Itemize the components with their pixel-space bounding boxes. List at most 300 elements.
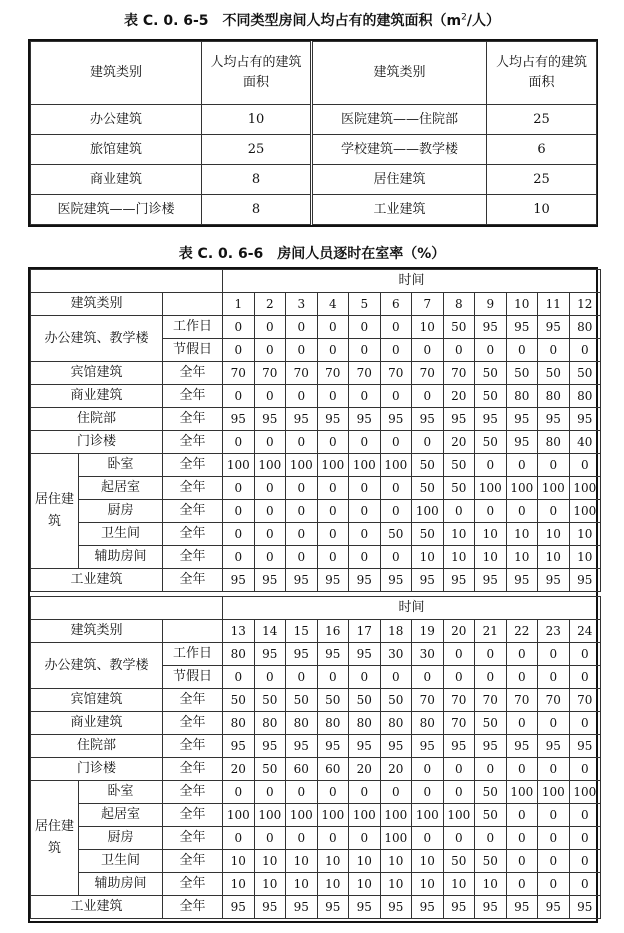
value-cell: 0 — [317, 477, 349, 500]
value-cell: 0 — [254, 500, 286, 523]
value-cell: 95 — [538, 408, 570, 431]
value-cell: 10 — [349, 873, 381, 896]
value-cell: 0 — [223, 477, 255, 500]
value-cell: 100 — [380, 827, 412, 850]
value-cell: 0 — [317, 827, 349, 850]
subcategory-cell: 卫生间 — [79, 850, 163, 873]
value-cell: 95 — [538, 735, 570, 758]
table1-row — [31, 165, 597, 195]
value-cell: 0 — [317, 500, 349, 523]
value-cell: 95 — [317, 643, 349, 666]
value-cell: 0 — [286, 477, 318, 500]
value-cell: 95 — [223, 735, 255, 758]
value-cell: 0 — [380, 781, 412, 804]
value-cell: 0 — [286, 500, 318, 523]
table1-cell: 商业建筑 — [31, 165, 202, 195]
data-row — [31, 873, 601, 896]
value-cell: 0 — [475, 666, 507, 689]
value-cell: 10 — [223, 850, 255, 873]
value-cell: 70 — [506, 689, 538, 712]
value-cell: 95 — [475, 896, 507, 919]
value-cell: 70 — [443, 712, 475, 735]
data-row — [31, 523, 601, 546]
value-cell: 95 — [254, 896, 286, 919]
table1-header-row — [31, 42, 597, 105]
hours-row — [31, 293, 601, 316]
value-cell: 0 — [254, 316, 286, 339]
value-cell: 0 — [443, 339, 475, 362]
value-cell: 10 — [538, 523, 570, 546]
table1-cell: 办公建筑 — [31, 105, 202, 135]
category-cell: 商业建筑 — [31, 385, 163, 408]
hour-cell: 6 — [380, 293, 412, 316]
value-cell: 10 — [349, 850, 381, 873]
value-cell: 0 — [538, 873, 570, 896]
value-cell: 80 — [412, 712, 444, 735]
value-cell: 0 — [506, 827, 538, 850]
value-cell: 0 — [380, 477, 412, 500]
value-cell: 95 — [286, 896, 318, 919]
value-cell: 10 — [412, 546, 444, 569]
value-cell: 0 — [569, 712, 601, 735]
hour-cell: 1 — [223, 293, 255, 316]
value-cell: 95 — [254, 735, 286, 758]
table1-cell: 25 — [487, 165, 597, 195]
value-cell: 95 — [506, 431, 538, 454]
value-cell: 95 — [317, 569, 349, 592]
value-cell: 95 — [317, 896, 349, 919]
value-cell: 10 — [569, 546, 601, 569]
area-table — [28, 39, 598, 227]
value-cell: 0 — [286, 523, 318, 546]
value-cell: 0 — [506, 712, 538, 735]
value-cell: 95 — [475, 569, 507, 592]
category-cell: 门诊楼 — [31, 431, 163, 454]
time-label: 时间 — [223, 597, 601, 620]
value-cell: 95 — [538, 896, 570, 919]
table1-cell: 6 — [487, 135, 597, 165]
value-cell: 50 — [475, 431, 507, 454]
table1-header-category: 建筑类别 — [312, 42, 487, 105]
table1-title-tail: /人） — [466, 13, 500, 29]
value-cell: 95 — [380, 735, 412, 758]
value-cell: 95 — [475, 316, 507, 339]
value-cell: 0 — [380, 546, 412, 569]
value-cell: 100 — [254, 804, 286, 827]
value-cell: 0 — [443, 781, 475, 804]
table1-header-area: 人均占有的建筑面积 — [202, 42, 312, 105]
value-cell: 0 — [317, 546, 349, 569]
table1-title-text: 表 C. 0. 6-5 不同类型房间人均占有的建筑面积（m — [123, 13, 462, 29]
value-cell: 95 — [506, 569, 538, 592]
table1-cell: 25 — [487, 105, 597, 135]
value-cell: 20 — [443, 385, 475, 408]
value-cell: 10 — [317, 850, 349, 873]
period-cell: 全年 — [163, 477, 223, 500]
value-cell: 0 — [286, 546, 318, 569]
value-cell: 0 — [223, 431, 255, 454]
value-cell: 0 — [223, 500, 255, 523]
value-cell: 50 — [475, 850, 507, 873]
value-cell: 20 — [349, 758, 381, 781]
hour-cell: 24 — [569, 620, 601, 643]
period-cell: 全年 — [163, 873, 223, 896]
value-cell: 80 — [223, 712, 255, 735]
value-cell: 100 — [506, 781, 538, 804]
category-cell: 工业建筑 — [31, 896, 163, 919]
value-cell: 0 — [569, 850, 601, 873]
value-cell: 0 — [475, 758, 507, 781]
hour-cell: 9 — [475, 293, 507, 316]
value-cell: 80 — [254, 712, 286, 735]
value-cell: 0 — [349, 477, 381, 500]
data-row — [31, 408, 601, 431]
value-cell: 0 — [506, 666, 538, 689]
value-cell: 0 — [254, 546, 286, 569]
value-cell: 0 — [506, 339, 538, 362]
value-cell: 100 — [254, 454, 286, 477]
data-row — [31, 454, 601, 477]
value-cell: 10 — [443, 873, 475, 896]
value-cell: 0 — [475, 827, 507, 850]
table1-row — [31, 105, 597, 135]
residential-label: 居住建筑 — [31, 454, 79, 569]
value-cell: 0 — [286, 666, 318, 689]
value-cell: 0 — [443, 643, 475, 666]
value-cell: 100 — [349, 804, 381, 827]
value-cell: 0 — [538, 827, 570, 850]
value-cell: 40 — [569, 431, 601, 454]
value-cell: 0 — [412, 385, 444, 408]
value-cell: 95 — [349, 896, 381, 919]
value-cell: 0 — [317, 431, 349, 454]
period-cell: 全年 — [163, 546, 223, 569]
period-cell: 全年 — [163, 689, 223, 712]
category-cell: 门诊楼 — [31, 758, 163, 781]
value-cell: 0 — [569, 666, 601, 689]
value-cell: 0 — [349, 666, 381, 689]
table1-cell: 8 — [202, 165, 312, 195]
value-cell: 0 — [538, 850, 570, 873]
subcategory-cell: 卧室 — [79, 781, 163, 804]
value-cell: 20 — [223, 758, 255, 781]
value-cell: 0 — [349, 500, 381, 523]
value-cell: 50 — [538, 362, 570, 385]
value-cell: 0 — [317, 339, 349, 362]
value-cell: 50 — [412, 477, 444, 500]
data-row — [31, 735, 601, 758]
value-cell: 0 — [412, 758, 444, 781]
value-cell: 80 — [317, 712, 349, 735]
value-cell: 0 — [380, 431, 412, 454]
value-cell: 0 — [443, 758, 475, 781]
value-cell: 80 — [286, 712, 318, 735]
value-cell: 0 — [286, 316, 318, 339]
data-row — [31, 362, 601, 385]
value-cell: 0 — [317, 781, 349, 804]
value-cell: 10 — [506, 546, 538, 569]
value-cell: 80 — [538, 431, 570, 454]
value-cell: 10 — [223, 873, 255, 896]
value-cell: 95 — [443, 569, 475, 592]
value-cell: 0 — [569, 643, 601, 666]
hour-cell: 21 — [475, 620, 507, 643]
hour-cell: 5 — [349, 293, 381, 316]
value-cell: 30 — [412, 643, 444, 666]
hour-cell: 3 — [286, 293, 318, 316]
period-cell: 全年 — [163, 850, 223, 873]
value-cell: 10 — [254, 850, 286, 873]
value-cell: 20 — [443, 431, 475, 454]
value-cell: 50 — [475, 781, 507, 804]
value-cell: 0 — [286, 431, 318, 454]
value-cell: 0 — [412, 666, 444, 689]
value-cell: 0 — [254, 431, 286, 454]
value-cell: 95 — [538, 569, 570, 592]
value-cell: 0 — [223, 523, 255, 546]
value-cell: 95 — [569, 735, 601, 758]
blank-cell — [163, 293, 223, 316]
table1-cell: 8 — [202, 195, 312, 225]
value-cell: 0 — [475, 643, 507, 666]
table1-cell: 工业建筑 — [312, 195, 487, 225]
value-cell: 100 — [569, 781, 601, 804]
value-cell: 0 — [286, 385, 318, 408]
value-cell: 50 — [475, 712, 507, 735]
value-cell: 80 — [380, 712, 412, 735]
data-row — [31, 781, 601, 804]
value-cell: 95 — [286, 735, 318, 758]
value-cell: 0 — [569, 758, 601, 781]
data-row — [31, 546, 601, 569]
value-cell: 10 — [412, 850, 444, 873]
value-cell: 0 — [412, 431, 444, 454]
value-cell: 70 — [223, 362, 255, 385]
table1-cell: 学校建筑——教学楼 — [312, 135, 487, 165]
value-cell: 50 — [443, 850, 475, 873]
value-cell: 0 — [569, 804, 601, 827]
data-row — [31, 827, 601, 850]
value-cell: 0 — [349, 523, 381, 546]
value-cell: 60 — [286, 758, 318, 781]
value-cell: 0 — [538, 339, 570, 362]
value-cell: 100 — [223, 804, 255, 827]
value-cell: 0 — [254, 477, 286, 500]
value-cell: 95 — [380, 569, 412, 592]
value-cell: 0 — [254, 666, 286, 689]
value-cell: 95 — [380, 408, 412, 431]
table1-cell: 医院建筑——门诊楼 — [31, 195, 202, 225]
hour-cell: 8 — [443, 293, 475, 316]
period-cell: 节假日 — [163, 339, 223, 362]
value-cell: 0 — [349, 546, 381, 569]
value-cell: 0 — [506, 850, 538, 873]
data-row — [31, 385, 601, 408]
value-cell: 95 — [506, 316, 538, 339]
value-cell: 95 — [286, 643, 318, 666]
period-cell: 全年 — [163, 896, 223, 919]
value-cell: 0 — [317, 523, 349, 546]
value-cell: 60 — [317, 758, 349, 781]
blank-header-cell — [31, 597, 223, 620]
value-cell: 0 — [569, 827, 601, 850]
value-cell: 0 — [286, 781, 318, 804]
value-cell: 0 — [349, 339, 381, 362]
value-cell: 0 — [569, 454, 601, 477]
hour-cell: 7 — [412, 293, 444, 316]
data-row — [31, 850, 601, 873]
value-cell: 0 — [223, 385, 255, 408]
table1-cell: 居住建筑 — [312, 165, 487, 195]
value-cell: 50 — [254, 689, 286, 712]
value-cell: 50 — [569, 362, 601, 385]
value-cell: 95 — [223, 408, 255, 431]
value-cell: 95 — [443, 408, 475, 431]
hour-cell: 15 — [286, 620, 318, 643]
value-cell: 95 — [254, 408, 286, 431]
subcategory-cell: 卧室 — [79, 454, 163, 477]
data-row — [31, 477, 601, 500]
hour-cell: 18 — [380, 620, 412, 643]
value-cell: 80 — [569, 316, 601, 339]
value-cell: 50 — [223, 689, 255, 712]
value-cell: 0 — [380, 500, 412, 523]
table1-cell: 医院建筑——住院部 — [312, 105, 487, 135]
hour-cell: 19 — [412, 620, 444, 643]
value-cell: 70 — [254, 362, 286, 385]
value-cell: 50 — [475, 362, 507, 385]
value-cell: 50 — [443, 477, 475, 500]
value-cell: 95 — [475, 735, 507, 758]
table1-cell: 10 — [202, 105, 312, 135]
value-cell: 50 — [443, 454, 475, 477]
value-cell: 80 — [569, 385, 601, 408]
value-cell: 100 — [380, 804, 412, 827]
value-cell: 10 — [538, 546, 570, 569]
blank-header-cell — [31, 270, 223, 293]
value-cell: 10 — [443, 523, 475, 546]
category-header: 建筑类别 — [31, 620, 163, 643]
value-cell: 0 — [223, 666, 255, 689]
category-cell: 住院部 — [31, 735, 163, 758]
value-cell: 0 — [317, 666, 349, 689]
value-cell: 10 — [380, 850, 412, 873]
period-cell: 全年 — [163, 454, 223, 477]
value-cell: 70 — [475, 689, 507, 712]
data-row — [31, 689, 601, 712]
value-cell: 100 — [412, 500, 444, 523]
value-cell: 0 — [506, 454, 538, 477]
table1-title — [0, 10, 624, 30]
value-cell: 100 — [317, 804, 349, 827]
table1-row — [31, 135, 597, 165]
hour-cell: 4 — [317, 293, 349, 316]
value-cell: 100 — [286, 804, 318, 827]
value-cell: 100 — [506, 477, 538, 500]
data-row — [31, 569, 601, 592]
value-cell: 0 — [254, 827, 286, 850]
value-cell: 0 — [506, 643, 538, 666]
blank-cell — [163, 620, 223, 643]
value-cell: 0 — [223, 339, 255, 362]
value-cell: 0 — [475, 454, 507, 477]
value-cell: 0 — [223, 546, 255, 569]
value-cell: 95 — [349, 643, 381, 666]
value-cell: 100 — [569, 500, 601, 523]
value-cell: 80 — [506, 385, 538, 408]
value-cell: 0 — [223, 781, 255, 804]
period-cell: 全年 — [163, 569, 223, 592]
value-cell: 100 — [286, 454, 318, 477]
value-cell: 95 — [286, 569, 318, 592]
value-cell: 100 — [443, 804, 475, 827]
value-cell: 50 — [380, 523, 412, 546]
period-cell: 全年 — [163, 523, 223, 546]
period-cell: 工作日 — [163, 316, 223, 339]
value-cell: 100 — [475, 477, 507, 500]
value-cell: 0 — [317, 316, 349, 339]
value-cell: 10 — [286, 873, 318, 896]
value-cell: 0 — [538, 666, 570, 689]
value-cell: 100 — [223, 454, 255, 477]
value-cell: 95 — [223, 569, 255, 592]
subcategory-cell: 厨房 — [79, 827, 163, 850]
subcategory-cell: 厨房 — [79, 500, 163, 523]
period-cell: 节假日 — [163, 666, 223, 689]
value-cell: 80 — [223, 643, 255, 666]
period-cell: 全年 — [163, 362, 223, 385]
value-cell: 0 — [223, 316, 255, 339]
value-cell: 95 — [475, 408, 507, 431]
table1-header-category: 建筑类别 — [31, 42, 202, 105]
value-cell: 0 — [538, 500, 570, 523]
value-cell: 0 — [286, 339, 318, 362]
value-cell: 95 — [412, 569, 444, 592]
hour-cell: 23 — [538, 620, 570, 643]
period-cell: 全年 — [163, 408, 223, 431]
value-cell: 100 — [317, 454, 349, 477]
value-cell: 0 — [538, 712, 570, 735]
category-cell: 办公建筑、教学楼 — [31, 643, 163, 689]
hour-cell: 14 — [254, 620, 286, 643]
data-row — [31, 896, 601, 919]
value-cell: 10 — [475, 873, 507, 896]
value-cell: 0 — [380, 666, 412, 689]
value-cell: 100 — [349, 454, 381, 477]
value-cell: 0 — [254, 523, 286, 546]
value-cell: 80 — [538, 385, 570, 408]
value-cell: 0 — [349, 781, 381, 804]
period-cell: 工作日 — [163, 643, 223, 666]
value-cell: 30 — [380, 643, 412, 666]
value-cell: 0 — [538, 804, 570, 827]
period-cell: 全年 — [163, 431, 223, 454]
value-cell: 0 — [443, 666, 475, 689]
value-cell: 10 — [506, 523, 538, 546]
value-cell: 70 — [349, 362, 381, 385]
value-cell: 0 — [538, 454, 570, 477]
value-cell: 0 — [349, 316, 381, 339]
value-cell: 50 — [443, 316, 475, 339]
value-cell: 95 — [349, 569, 381, 592]
value-cell: 100 — [412, 804, 444, 827]
value-cell: 50 — [286, 689, 318, 712]
hour-cell: 13 — [223, 620, 255, 643]
data-row — [31, 500, 601, 523]
value-cell: 0 — [412, 339, 444, 362]
period-cell: 全年 — [163, 712, 223, 735]
value-cell: 0 — [380, 316, 412, 339]
